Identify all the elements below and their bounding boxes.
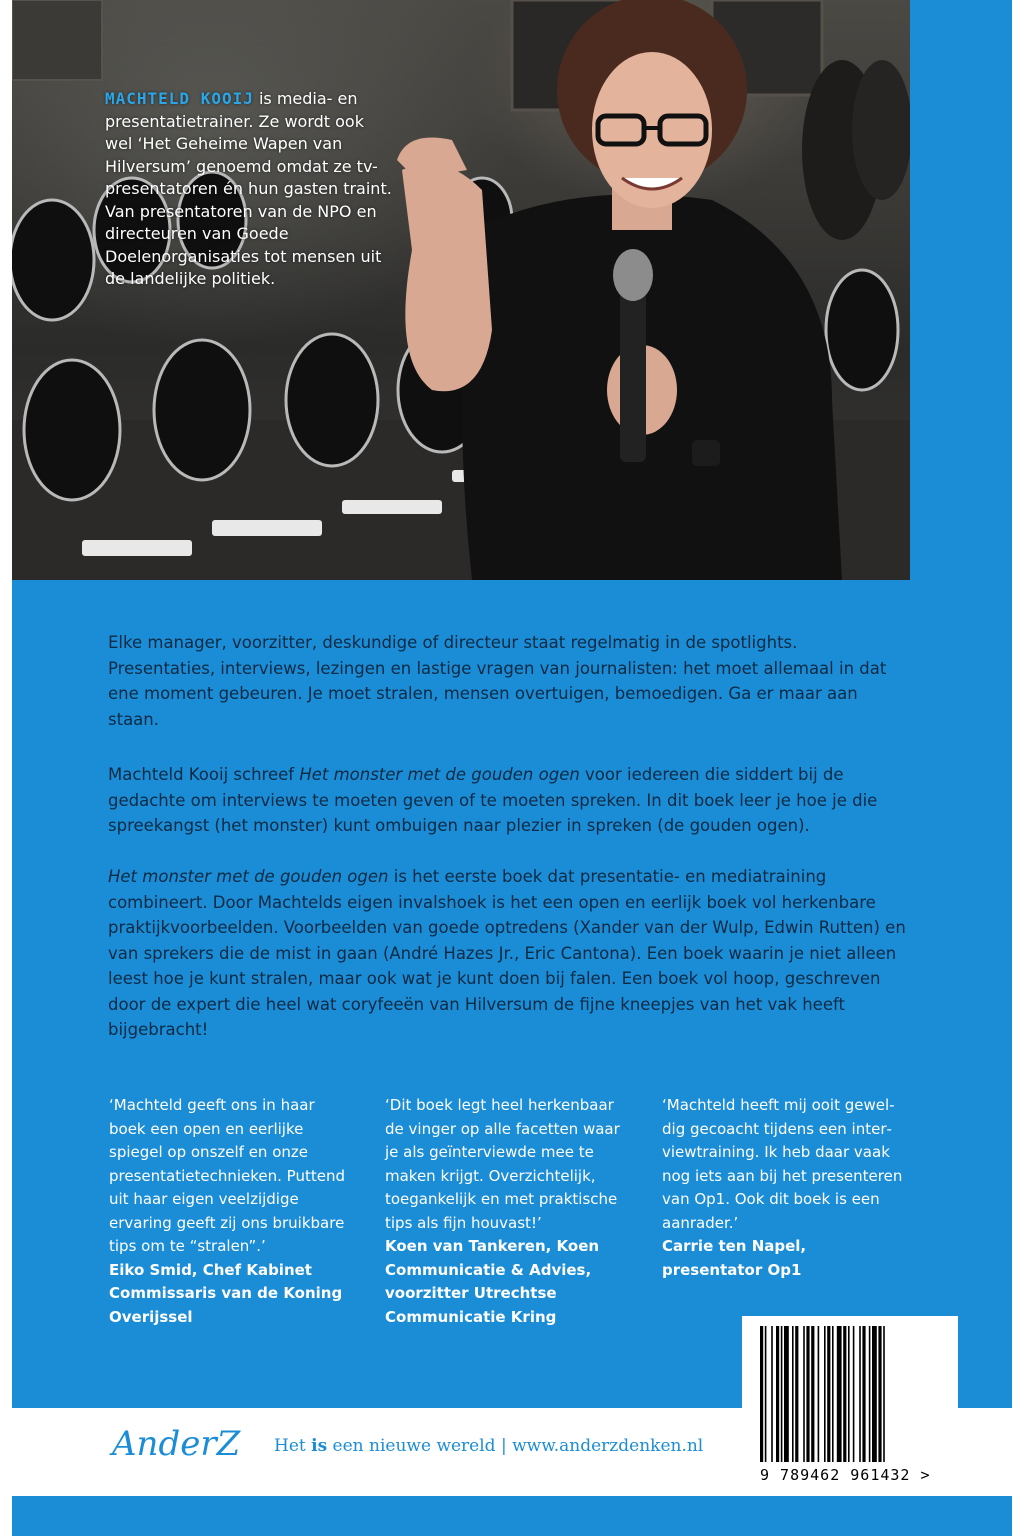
- author-bio-text: is media- en presentatietrainer. Ze wordt ook wel ‘Het Geheime Wapen van Hilversum’ genoemd omdat ze tv-presentatoren én hun gasten traint. Van presentatoren van de NPO en directeuren van Goede Doelenorganisaties tot mensen uit de landelijke politiek.: [105, 89, 392, 288]
- barcode-bar: [827, 1326, 830, 1462]
- barcode-bar: [862, 1326, 865, 1462]
- barcode-bar: [837, 1326, 842, 1462]
- isbn-arrow: >: [920, 1466, 931, 1484]
- barcode-bar: [859, 1326, 861, 1462]
- quote-source: Carrie ten Napel, presentator Op1: [662, 1237, 807, 1279]
- publisher-logo: AnderZ: [112, 1424, 241, 1464]
- barcode-bar: [765, 1326, 767, 1462]
- barcode-bar: [771, 1326, 773, 1462]
- publisher-tagline: [274, 1436, 703, 1456]
- blurb-p2-rest: voor iedereen die siddert bij de gedachte om interviews te moeten geven of te moeten spreken. In dit boek leer je hoe je die spreekangst (het monster) kunt ombuigen naar plezier in spreken (de gouden ogen).: [108, 765, 878, 835]
- quote-text: ‘Machteld geeft ons in haar boek een open en eerlijke spiegel op onszelf en onze presentatietechnieken. Puttend uit haar eigen veelzijdige ervaring geeft zij ons bruikbare tips om te “stralen”.’: [109, 1096, 345, 1255]
- barcode-bar: [878, 1326, 881, 1462]
- barcode-bar: [811, 1326, 814, 1462]
- barcode-bar: [806, 1326, 809, 1462]
- book-back-cover: [12, 0, 1012, 1536]
- blurb-paragraph-1-text: Elke manager, voorzitter, deskundige of directeur staat regelmatig in de spotlights. Presentaties, interviews, lezingen en lastige vragen van journalisten: het moet allemaal in dat ene moment gebeuren. Je moet stralen, mensen overtuigen, bemoedigen. Ga er maar aan staan.: [108, 633, 887, 729]
- barcode-bar: [869, 1326, 871, 1462]
- blurb-p2-intro: Machteld Kooij schreef: [108, 765, 300, 784]
- barcode-bar: [795, 1326, 798, 1462]
- blurb-paragraph-2: [108, 762, 908, 839]
- endorsement-quote: [109, 1094, 354, 1329]
- barcode-bar: [872, 1326, 877, 1462]
- barcode-bar: [784, 1326, 789, 1462]
- barcode-bar: [760, 1326, 763, 1462]
- barcode-bar: [843, 1326, 846, 1462]
- isbn-number: [760, 1466, 931, 1484]
- barcode-bars: [760, 1326, 940, 1462]
- quote-source: Koen van Tankeren, Koen Communicatie & Advies, voorzitter Utrechtse Communicatie Kring: [385, 1237, 600, 1326]
- blurb-p3-rest: is het eerste boek dat presentatie- en mediatraining combineert. Door Machtelds eigen invalshoek is het een open en eerlijk boek vol herkenbare praktijkvoorbeelden. Voorbeelden van goede optredens (Xander van der Wulp, Edwin Rutten) en van sprekers die de mist in gaan (André Hazes Jr., Eric Cantona). Een boek waarin je niet alleen leest hoe je kunt stralen, maar ook wat je kunt doen bij falen. Een boek vol hoop, geschreven door de expert die heel wat coryfeeën van Hilversum de fijne kneepjes van het vak heeft bijgebracht!: [108, 867, 906, 1039]
- author-bio: [105, 88, 395, 291]
- barcode-bar: [848, 1326, 850, 1462]
- book-title-mention: Het monster met de gouden ogen: [108, 867, 389, 886]
- isbn-barcode: [742, 1316, 958, 1492]
- bottom-band: [12, 1496, 1012, 1536]
- barcode-bar: [818, 1326, 820, 1462]
- tagline-emphasis: is: [311, 1436, 328, 1456]
- blurb-paragraph-3: [108, 864, 908, 1043]
- blurb-paragraph-1: [108, 630, 908, 732]
- tagline-end: een nieuwe wereld | www.anderzdenken.nl: [327, 1436, 704, 1456]
- barcode-bar: [776, 1326, 779, 1462]
- author-name: MACHTELD KOOIJ: [105, 89, 254, 108]
- quote-text: ‘Dit boek legt heel herkenbaar de vinger op alle facetten waar je als geïnterviewde mee te maken krijgt. Overzichtelijk, toegankelijk en met praktische tips als fijn houvast!’: [385, 1096, 620, 1232]
- tagline-start: Het: [274, 1436, 312, 1456]
- endorsement-quote: [385, 1094, 630, 1329]
- barcode-bar: [832, 1326, 834, 1462]
- quote-text: ‘Machteld heeft mij ooit geweldig gecoacht tijdens een interviewtraining. Ik heb daar vaak nog iets aan bij het presenteren van Op1. Ook dit boek is een aanrader.’: [662, 1096, 903, 1232]
- author-photo: [12, 0, 910, 580]
- endorsement-quote: [662, 1094, 907, 1282]
- barcode-bar: [853, 1326, 855, 1462]
- barcode-bar: [781, 1326, 783, 1462]
- barcode-bar: [883, 1326, 885, 1462]
- quote-source: Eiko Smid, Chef Kabinet Commissaris van de Koning Overijssel: [109, 1260, 343, 1326]
- isbn-digits: 9 789462 961432: [760, 1466, 911, 1484]
- book-title-mention: Het monster met de gouden ogen: [299, 765, 580, 784]
- barcode-bar: [824, 1326, 826, 1462]
- barcode-bar: [792, 1326, 794, 1462]
- barcode-bar: [803, 1326, 805, 1462]
